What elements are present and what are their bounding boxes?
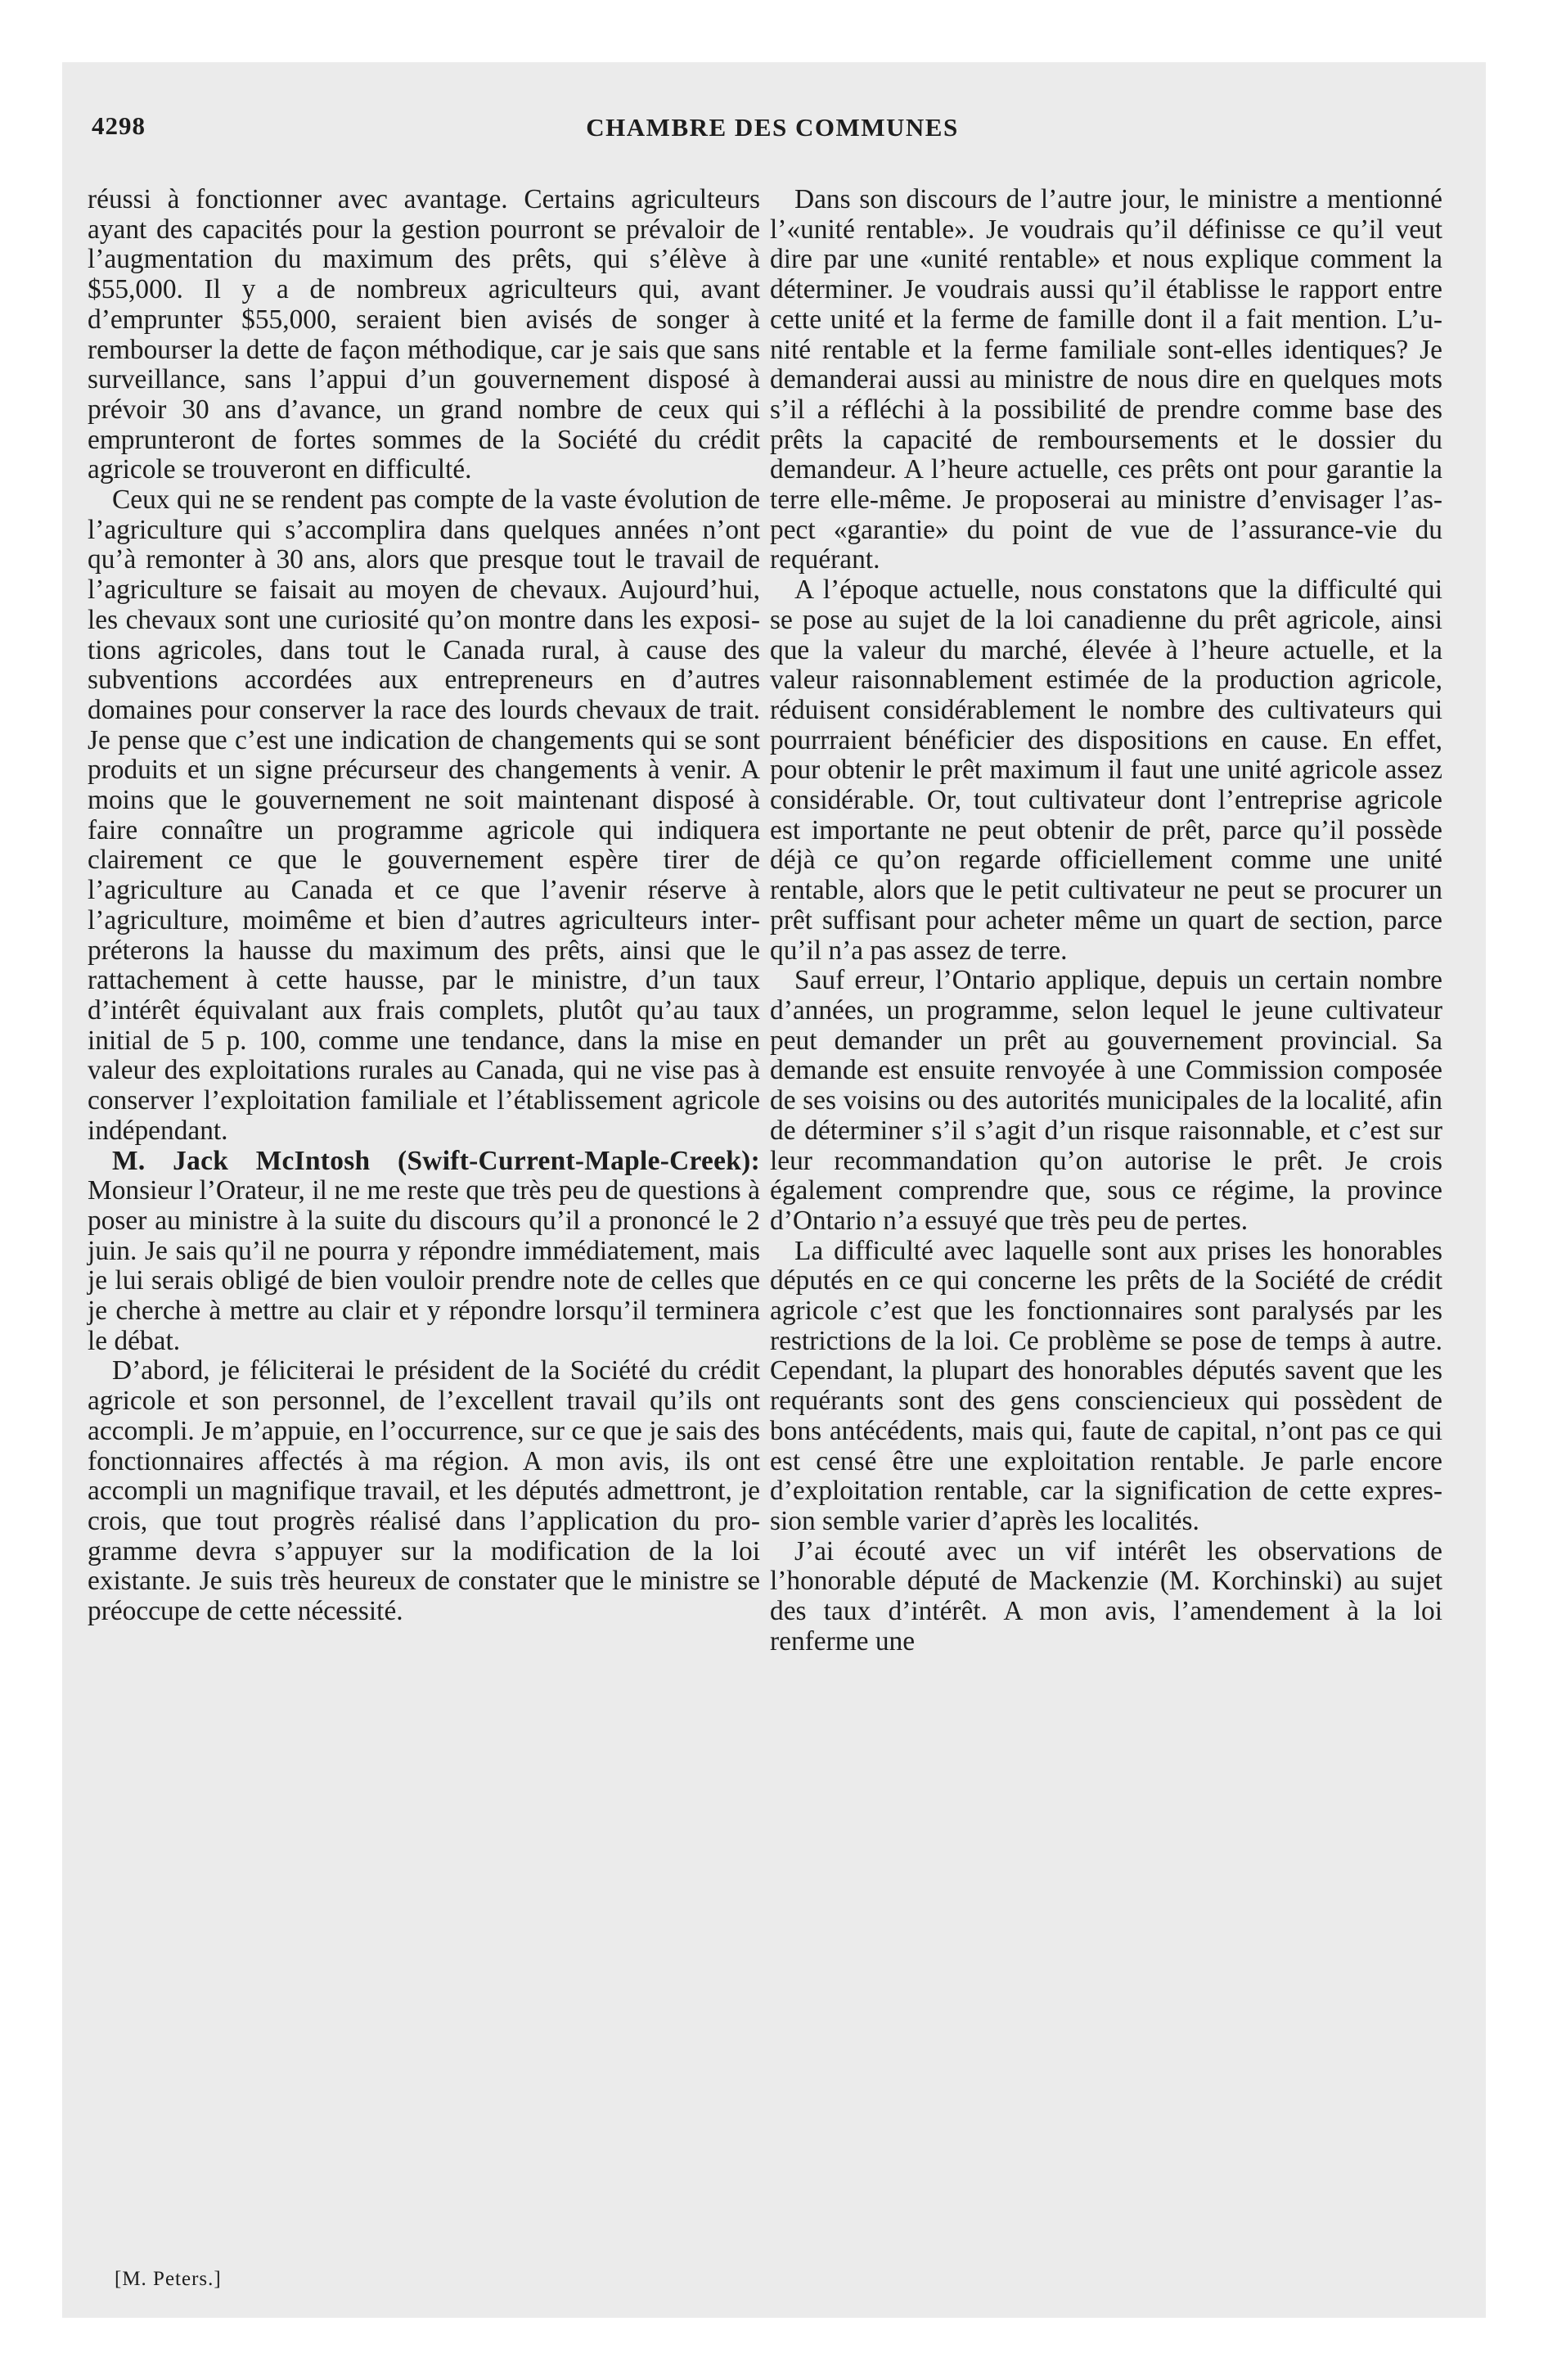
- paragraph: Dans son discours de l’autre jour, le ministre a mentionné l’«unité rentable». Je voudrais qu’il définisse ce qu’il veut dire par une «unité rentable» et nous explique comment la déterminer. Je voudrais aussi qu’il établisse le rapport entre cette unité et la ferme de famille dont il a fait mention. L’unité rentable et la ferme familiale sont-elles identiques? Je demanderai aussi au ministre de nous dire en quelques mots s’il a réfléchi à la possibilité de prendre comme base des prêts la capacité de remboursements et le dossier du demandeur. A l’heure actuelle, ces prêts ont pour garantie la terre elle-même. Je proposerai au ministre d’envisager l’aspect «garantie» du point de vue de l’assurance-vie du requérant.: [770, 184, 1442, 575]
- paragraph: A l’époque actuelle, nous constatons que la difficulté qui se pose au sujet de la loi canadienne du prêt agricole, ainsi que la valeur du marché, élevée à l’heure actuelle, et la valeur raisonnablement estimée de la production agricole, réduisent considérablement le nombre des cultivateurs qui pourrraient bénéficier des dispositions en cause. En effet, pour obtenir le prêt maximum il faut une unité agricole assez considérable. Or, tout cultivateur dont l’entreprise agricole est importante ne peut obtenir de prêt, parce qu’il possède déjà ce qu’on regarde officiellement comme une unité rentable, alors que le petit cultivateur ne peut se procurer un prêt suffisant pour acheter même un quart de section, parce qu’il n’a pas assez de terre.: [770, 575, 1442, 966]
- paragraph: Ceux qui ne se rendent pas compte de la vaste évolution de l’agriculture qui s’accomplira dans quelques années n’ont qu’à remonter à 30 ans, alors que presque tout le travail de l’agriculture se faisait au moyen de chevaux. Aujourd’hui, les chevaux sont une curiosité qu’on montre dans les expositions agricoles, dans tout le Canada rural, à cause des subventions accordées aux entrepreneurs en d’autres domaines pour conserver la race des lourds chevaux de trait. Je pense que c’est une indication de changements qui se sont produits et un signe précurseur des changements à venir. A moins que le gouvernement ne soit maintenant disposé à faire connaître un programme agricole qui indiquera clairement ce que le gouvernement espère tirer de l’agriculture au Canada et ce que l’avenir réserve à l’agriculture, moimême et bien d’autres agriculteurs interpréterons la hausse du maximum des prêts, ainsi que le rattachement à cette hausse, par le ministre, d’un taux d’intérêt équivalant aux frais complets, plutôt qu’au taux initial de 5 p. 100, comme une tendance, dans la mise en valeur des exploitations rurales au Canada, qui ne vise pas à conserver l’exploitation familiale et l’établissement agricole indépendant.: [88, 485, 760, 1146]
- speaker-name: M. Jack McIntosh (Swift-Current-Maple-Creek):: [112, 1145, 760, 1176]
- scanned-page: [62, 62, 1486, 2318]
- left-column: [88, 185, 760, 1627]
- right-column: [770, 185, 1442, 1657]
- running-head: CHAMBRE DES COMMUNES: [586, 113, 959, 142]
- paragraph: réussi à fonctionner avec avantage. Certains agriculteurs ayant des capacités pour la gestion pourront se prévaloir de l’augmentation du maximum des prêts, qui s’élève à $55,000. Il y a de nombreux agriculteurs qui, avant d’emprunter $55,000, seraient bien avisés de songer à rembourser la dette de façon méthodique, car je sais que sans surveillance, sans l’appui d’un gouvernement disposé à prévoir 30 ans d’avance, un grand nombre de ceux qui emprunteront de fortes sommes de la Société du crédit agricole se trouveront en difficulté.: [88, 184, 760, 485]
- paragraph: D’abord, je féliciterai le président de la Société du crédit agricole et son personnel, de l’excellent travail qu’ils ont accompli. Je m’appuie, en l’occurrence, sur ce que je sais des fonctionnaires affectés à ma région. A mon avis, ils ont accompli un magnifique travail, et les députés admettront, je crois, que tout progrès réalisé dans l’application du programme devra s’appuyer sur la modification de la loi existante. Je suis très heureux de constater que le ministre se préoccupe de cette nécessité.: [88, 1355, 760, 1627]
- page-number: 4298: [92, 111, 146, 140]
- paragraph: La difficulté avec laquelle sont aux prises les honorables députés en ce qui concerne les prêts de la Société de crédit agricole c’est que les fonctionnaires sont paralysés par les restrictions de la loi. Ce problème se pose de temps à autre. Cependant, la plupart des honorables députés savent que les requérants sont des gens consciencieux qui possèdent de bons antécédents, mais qui, faute de capital, n’ont pas ce qui est censé être une exploitation rentable. Je parle encore d’exploitation rentable, car la signification de cette expression semble varier d’après les localités.: [770, 1235, 1442, 1536]
- speech-text: Monsieur l’Orateur, il ne me reste que très peu de questions à poser au ministre à la suite du discours qu’il a prononcé le 2 juin. Je sais qu’il ne pourra y répondre immédiatement, mais je lui serais obligé de bien vouloir prendre note de celles que je cherche à mettre au clair et y répondre lorsqu’il terminera le débat.: [88, 1175, 760, 1356]
- paragraph: Sauf erreur, l’Ontario applique, depuis un certain nombre d’années, un programme, selon lequel le jeune cultivateur peut demander un prêt au gouvernement provincial. Sa demande est ensuite renvoyée à une Commission composée de ses voisins ou des autorités municipales de la localité, afin de déterminer s’il s’agit d’un risque raisonnable, et c’est sur leur recommandation qu’on autorise le prêt. Je crois également comprendre que, sous ce régime, la province d’Ontario n’a essuyé que très peu de pertes.: [770, 965, 1442, 1236]
- page-header: [92, 111, 1453, 160]
- speech-paragraph: [88, 1147, 760, 1357]
- speaker-reference: [M. Peters.]: [115, 2268, 222, 2290]
- paragraph: J’ai écouté avec un vif intérêt les observations de l’honorable député de Mackenzie (M. Korchinski) au sujet des taux d’intérêt. A mon avis, l’amendement à la loi renferme une: [770, 1535, 1442, 1657]
